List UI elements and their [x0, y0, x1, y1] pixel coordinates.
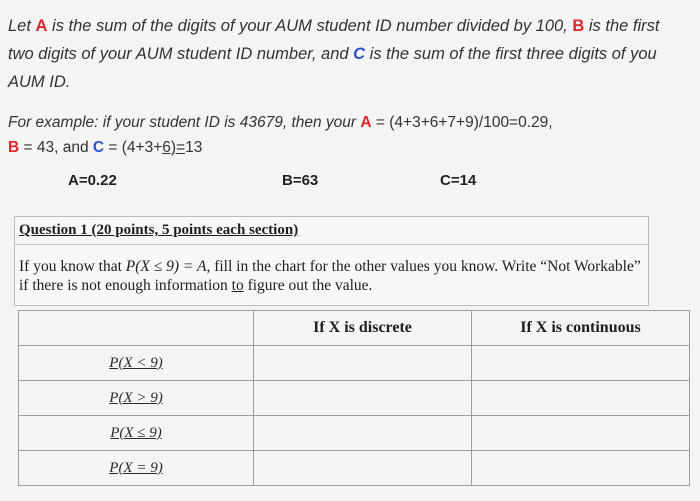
- table-row: [19, 381, 690, 416]
- table-row: [19, 451, 690, 486]
- question-title: Question 1 (20 points, 5 points each section): [19, 222, 299, 238]
- answer-cell-continuous[interactable]: [472, 451, 690, 486]
- row-label: P(X < 9): [19, 346, 254, 381]
- answer-cell-discrete[interactable]: [254, 416, 472, 451]
- answer-cell-discrete[interactable]: [254, 451, 472, 486]
- answer-cell-continuous[interactable]: [472, 381, 690, 416]
- header-discrete: If X is discrete: [254, 311, 472, 346]
- variable-c: C: [353, 45, 366, 63]
- answer-cell-continuous[interactable]: [472, 416, 690, 451]
- question-divider: [15, 244, 648, 245]
- table-row: [19, 416, 690, 451]
- intro-paragraph: Let A is the sum of the digits of your AUM student ID number divided by 100, B is the first two digits of your AUM student ID number, and C is the sum of the first three digits of you AUM ID.: [8, 17, 660, 91]
- table-header-row: [19, 311, 690, 346]
- question-box: [14, 216, 649, 306]
- example-line-1: For example: if your student ID is 43679, then your A = (4+3+6+7+9)/100=0.29,: [8, 114, 553, 131]
- question-text: If you know that P(X ≤ 9) = A, fill in the chart for the other values you know. Write “Not Workable” if there is not enough information to figure out the value.: [19, 258, 641, 294]
- header-continuous: If X is continuous: [472, 311, 690, 346]
- example-line-2: B = 43, and C = (4+3+6)=13: [8, 139, 203, 156]
- answer-cell-discrete[interactable]: [254, 381, 472, 416]
- answer-cell-continuous[interactable]: [472, 346, 690, 381]
- example-paragraph: [8, 110, 688, 160]
- table-row: [19, 346, 690, 381]
- header-blank: [19, 311, 254, 346]
- variable-a: A: [35, 17, 48, 35]
- row-label: P(X = 9): [19, 451, 254, 486]
- value-c: C=14: [440, 172, 477, 189]
- answer-table: [18, 310, 690, 486]
- value-a: A=0.22: [68, 172, 117, 189]
- answer-cell-discrete[interactable]: [254, 346, 472, 381]
- row-label: P(X ≤ 9): [19, 416, 254, 451]
- row-label: P(X > 9): [19, 381, 254, 416]
- variable-b: B: [572, 17, 585, 35]
- value-b: B=63: [282, 172, 319, 189]
